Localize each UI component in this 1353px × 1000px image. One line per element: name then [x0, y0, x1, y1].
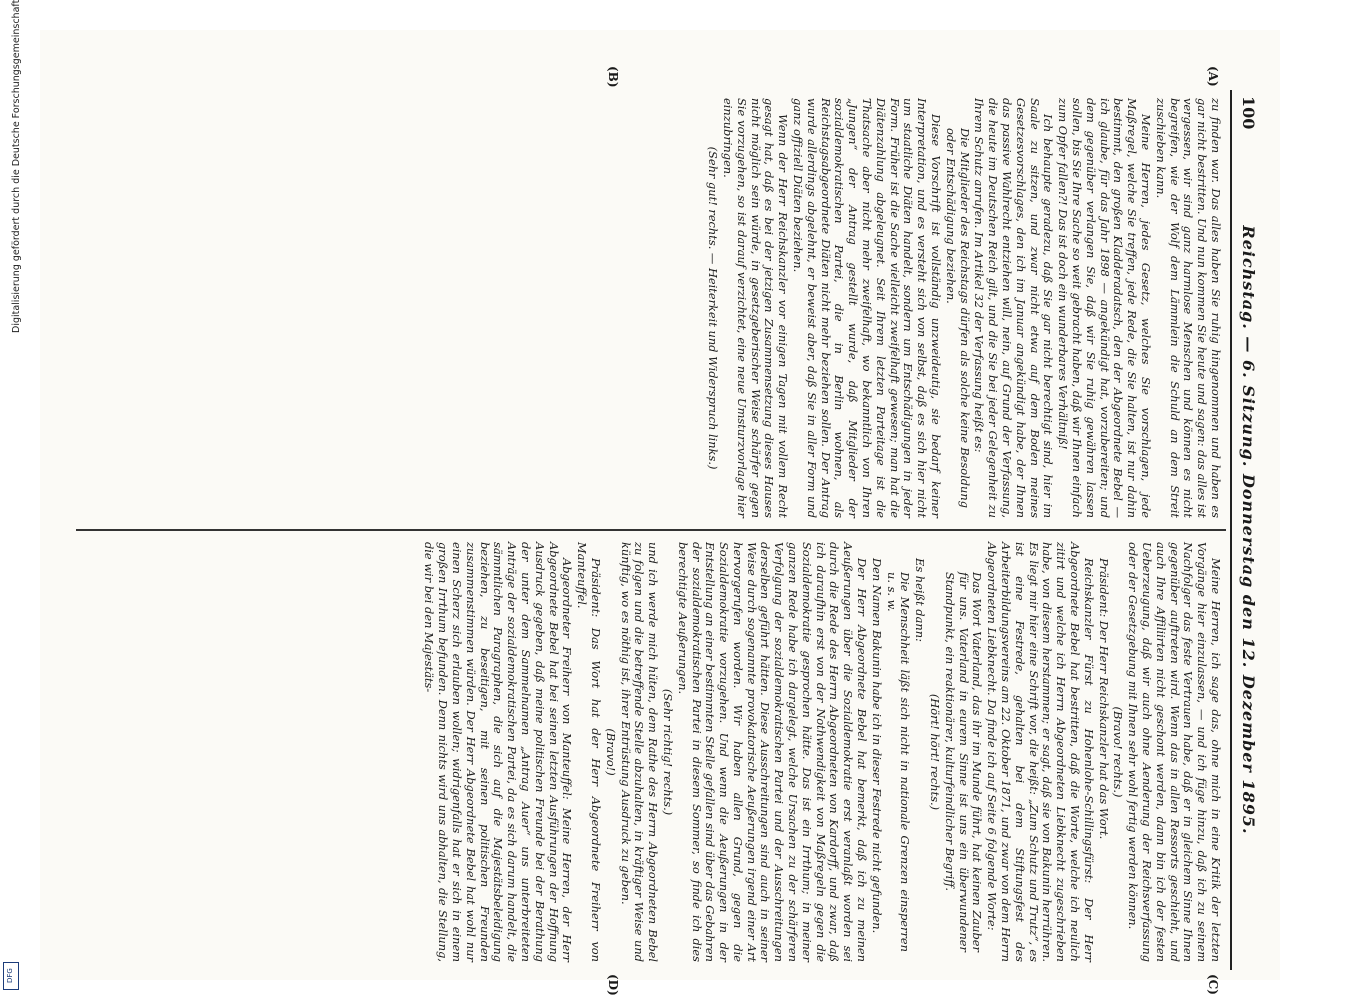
paragraph: Abgeordneter Freiherr von Manteuffel: Meine Herren, der Herr Abgeordnete Bebel hat bei seinen letzten Ausführungen der Hoffnung Ausdruck gegeben, daß meine politischen Freunde bei der Berathung der unter dem Sammelnamen „Antrag Auer“ uns unterbreiteten Anträge der sozialdemokratischen Partei, da es sich darum handelt, die sämmtlichen Paragraphen, die sich auf die Majestätsbeleidigung beziehen, zu beseitigen, mit seinen politischen Freunden zusammenstimmen würden. Der Herr Abgeordnete Bebel hat wohl nur einen Scherz sich erlauben wollen; widrigenfalls hat er sich in einem großen Irrthum befunden. Denn nichts wird uns abhalten, die Stellung, die wir bei den Majestäts- [422, 542, 575, 962]
margin-marker-d: (D) [606, 974, 620, 996]
interjection: (Bravo! rechts.) [1111, 706, 1126, 798]
header-rule [1230, 90, 1232, 970]
interjection: (Sehr richtig! rechts.) [660, 688, 675, 816]
right-column [421, 542, 1222, 962]
margin-marker-b: (B) [606, 66, 620, 88]
paragraph: Den Namen Bakunin habe ich in dieser Festrede nicht gefunden. [869, 558, 884, 934]
rotated-page-content [60, 66, 1260, 996]
interjection: (Bravo!) [603, 728, 618, 776]
credit-text: Digitalisierung gefördert durch die Deutsche Forschungsgemeinschaft [11, 0, 22, 334]
left-column [705, 98, 1222, 518]
running-header [1234, 90, 1260, 970]
column-divider [76, 529, 1226, 531]
logo-text: DFG [6, 968, 14, 984]
scanned-page [40, 30, 1280, 996]
interjection: (Sehr gut! rechts. — Heiterkeit und Widerspruch links.) [706, 146, 721, 470]
paragraph: Ich behaupte geradezu, daß Sie gar nicht berechtigt sind, hier im Saale zu sitzen, und zwar nicht etwa auf dem Boden meines Gesetzesvorschlages, den ich im Januar angekündigt habe, der Ihnen das passive Wahlrecht entziehen will, nein, auf Grund der Verfassung, die heute im Deutschen Reich gilt, und die Sie bei jeder Gelegenheit zu Ihrem Schutz anrufen. Im Artikel 32 der Verfassung heißt es: [972, 98, 1056, 518]
paragraph: Der Herr Abgeordnete Bebel hat bemerkt, daß ich zu meinen Aeußerungen über die Sozialdemokratie erst veranlaßt worden sei durch die Rede des Herrn Abgeordneten von Kardorff, und zwar, daß ich daraufhin erst von der Nothwendigkeit von Maßregeln gegen die Sozialdemokratie gesprochen hätte. Das ist ein Irrthum; in meiner ganzen Rede habe ich dargelegt, welche Ursachen zu der schärferen Verfolgung der sozialdemokratischen Partei und der Ausschreitungen derselben geführt hätten. Diese Ausschreitungen sind auch in seiner Weise durch sogenannte provokatorische Aeußerungen irgend einer Art hervorgerufen worden. Wir haben allen Grund, gegen die Sozialdemokratie vorzugehen. Und wenn die Aeußerungen in der Entstellung an einer bestimmten Stelle gefallen sind über das Gebahren der sozialdemokratischen Partei in diesem Sommer, so finde ich dies berechtigte Aeußerungen. [675, 542, 870, 962]
margin-marker-a: (A) [1206, 66, 1220, 87]
speaker-line: Präsident: Der Herr Reichskanzler hat das Wort. [1096, 558, 1111, 840]
speaker-line: Präsident: Das Wort hat der Herr Abgeordnete Freiherr von Manteuffel. [575, 542, 603, 962]
page-number: 100 [1239, 96, 1258, 130]
paragraph: Reichskanzler Fürst zu Hohenlohe-Schillingsfürst: Der Herr Abgeordnete Bebel hat bestritten, daß die Worte, welche ich neulich zitirt und welche ich Herrn Abgeordneten Liebknecht zugeschrieben habe, von diesem herstammen; er sagt, daß sie von Bakunin herrühren. Es liegt mir hier eine Schrift vor, die heißt: „Zum Schutz und Trutz“, es ist eine Festrede, gehalten bei dem Stiftungsfest des Arbeiterbildungsvereins am 22. Oktober 1871, und zwar von dem Herrn Abgeordneten Liebknecht. Da finde ich auf Seite 6 folgende Worte: [985, 542, 1096, 962]
quotation: Die Mitglieder des Reichstags dürfen als solche keine Besoldung oder Entschädigung beziehen. [943, 128, 972, 508]
paragraph: zu finden war. Das alles haben Sie ruhig hingenommen und haben es gar nicht bestritten. Und nun kommen Sie heute und sagen: das alles ist vergessen, wir sind ganz harmlose Menschen und können es nicht begreifen, wie der Wolf dem Lämmlein die Schuld an dem Streit zuschieben kann. [1153, 98, 1223, 518]
running-title: Reichstag. — 6. Sitzung. Donnerstag den 12. Dezember 1895. [1239, 225, 1258, 835]
paragraph: Diese Vorschrift ist vollständig unzweideutig, sie bedarf keiner Interpretation, und es versteht sich von selbst, daß es sich hier nicht um staatliche Diäten handelt, sondern um Entschädigungen in jeder Form. Früher ist die Sache vielleicht zweifelhaft gewesen; man hat die Diätenzahlung abgeleugnet. Seit Ihrem letzten Parteitage ist die Thatsache aber nicht mehr zweifelhaft, wo bekanntlich von Ihren „Jungen“ der Antrag gestellt wurde, daß Mitglieder der sozialdemokratischen Partei, die in Berlin wohnen, als Reichstagsabgeordnete Diäten nicht mehr beziehen sollen. Der Antrag wurde allerdings abgelehnt, er beweist aber, daß Sie in aller Form und ganz offiziell Diäten beziehen. [791, 98, 944, 518]
quotation: Das Wort Vaterland, das ihr im Munde führt, hat keinen Zauber für uns. Vaterland in eurem Sinne ist uns ein überwundener Standpunkt, ein reaktionärer, kulturfeindlicher Begriff. [942, 572, 985, 952]
paragraph: und ich werde mich hüten, dem Rathe des Herrn Abgeordneten Bebel zu folgen und die betreffende Stelle abzuhalten, in kräftiger Weise und künftig, wo es nöthig ist, ihrer Entrüstung Ausdruck zu geben. [618, 542, 661, 962]
paragraph: Wenn der Herr Reichskanzler vor einigen Tagen mit vollem Recht gesagt hat, daß es bei der jetzigen Zusammensetzung dieses Hauses nicht möglich sein würde, in gesetzgeberischer Weise schärfer gegen Sie vorzugehen, so ist darauf verzichtet, eine neue Umsturzvorlage hier einzubringen. [721, 98, 791, 518]
paragraph: Es heißt dann: [913, 558, 928, 642]
dfg-logo [3, 962, 19, 990]
paragraph: Meine Herren, ich sage das, ohne mich in eine Kritik der letzten Vorgänge hier einzulassen, — und ich füge hinzu, daß ich zu seinem Nachfolger das feste Vertrauen habe, daß er in gleichem Sinne Ihnen gegenüber auftreten wird. Wenn das in allen Ressorts geschieht, und auch Ihre Affiliirten nicht geschont werden, dann bin ich der festen Ueberzeugung, daß wir auch ohne Aenderung der Reichsverfassung oder der Gesetzgebung mit Ihnen sehr wohl fertig werden können. [1126, 542, 1223, 962]
margin-marker-c: (C) [1206, 974, 1220, 995]
paragraph: Meine Herren, jedes Gesetz, welches Sie vorschlagen, jede Maßregel, welche Sie treffen, jede Rede, die Sie halten, ist nur dahin bestimmt, den großen Kladderadatsch, den der Abgeordnete Bebel — ich glaube, für das Jahr 1898 — angekündigt hat, vorzubereiten; und dem gegenüber verlangen Sie, daß wir Sie ruhig gewähren lassen sollen, bis Sie Ihre Sache so weit gebracht haben, daß wir Ihnen einfach zum Opfer fallen?! Das ist doch ein wunderbares Verhältniß! [1056, 98, 1154, 518]
interjection: (Hört! hört! rechts.) [928, 693, 943, 811]
digitization-credit [0, 0, 22, 960]
quotation: Die Menschheit läßt sich nicht in nationale Grenzen einsperren u. s. w. [884, 572, 913, 952]
